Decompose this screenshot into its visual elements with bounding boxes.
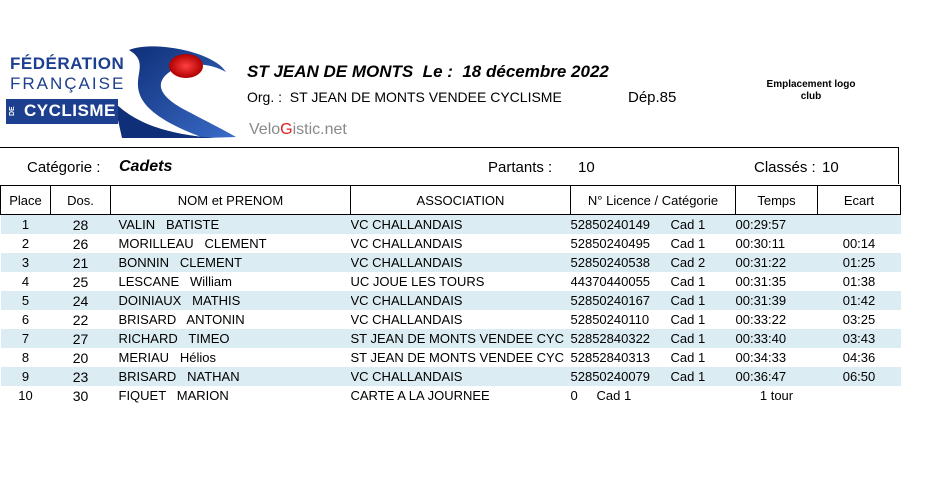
- cell-name: RICHARD TIMEO: [111, 329, 351, 348]
- cell-ecart: 04:36: [842, 350, 876, 365]
- cell-place: 5: [1, 291, 51, 310]
- logo-text-line2: FRANÇAISE: [10, 74, 126, 93]
- table-header-row: [1, 186, 901, 215]
- cell-association: ST JEAN DE MONTS VENDEE CYC: [351, 329, 571, 348]
- licence-number: 52850240149: [570, 217, 651, 232]
- cell-name: FIQUET MARION: [118, 388, 229, 403]
- cell-licence: [571, 386, 736, 405]
- cell-dos: 23: [51, 367, 111, 386]
- licence-number: 0: [570, 388, 578, 403]
- cell-temps: 1 tour: [759, 388, 794, 403]
- cell-dos: 25: [72, 273, 89, 290]
- licence-number: 44370440055: [570, 274, 651, 289]
- cell-name: MORILLEAU CLEMENT: [118, 236, 267, 251]
- cell-ecart: 06:50: [818, 367, 901, 386]
- table-row: [1, 329, 901, 348]
- partants-label: Partants :: [488, 159, 553, 176]
- licence-category: Cad 1: [670, 217, 706, 232]
- table-row: [1, 291, 901, 310]
- organizer: Org. : ST JEAN DE MONTS VENDEE CYCLISME: [247, 89, 562, 105]
- cell-licence: [571, 291, 736, 310]
- header-ecart: Ecart: [818, 186, 901, 215]
- table-row: [1, 215, 901, 235]
- cell-licence: [571, 215, 736, 235]
- table-row: [1, 272, 901, 291]
- licence-category: Cad 2: [670, 255, 706, 270]
- cell-name: DOINIAUX MATHIS: [111, 291, 351, 310]
- cell-dos: 30: [72, 387, 89, 404]
- cell-place: 10: [18, 388, 33, 403]
- cell-ecart: 03:25: [842, 312, 876, 327]
- header-place: Place: [1, 186, 51, 215]
- cell-name: VALIN BATISTE: [111, 215, 351, 235]
- club-logo-placeholder: Emplacement logo club: [766, 79, 856, 102]
- cell-place: 4: [21, 274, 30, 289]
- licence-category: Cad 1: [670, 236, 706, 251]
- cell-temps: 00:34:33: [735, 350, 787, 365]
- table-row: [1, 310, 901, 329]
- cell-ecart: 01:38: [842, 274, 876, 289]
- cell-name: BRISARD ANTONIN: [118, 312, 245, 327]
- licence-number: 52852840313: [570, 350, 651, 365]
- licence-category: Cad 1: [670, 293, 706, 308]
- table-row: [1, 253, 901, 272]
- header-temps: Temps: [736, 186, 818, 215]
- logo-text-de: DE: [9, 106, 16, 117]
- velogistic-brand: [249, 121, 347, 139]
- licence-number: 52850240110: [570, 312, 650, 327]
- cell-place: 9: [1, 367, 51, 386]
- cell-licence: [571, 234, 736, 253]
- results-body: [1, 215, 901, 406]
- cell-dos: 28: [51, 215, 111, 235]
- licence-number: 52850240079: [570, 369, 651, 384]
- velo-text-2: G: [280, 121, 293, 138]
- cell-association: ST JEAN DE MONTS VENDEE CYC: [350, 350, 565, 365]
- cell-association: VC CHALLANDAIS: [351, 291, 571, 310]
- cell-dos: 26: [72, 235, 89, 252]
- cell-ecart: [818, 386, 901, 405]
- licence-category: Cad 1: [670, 350, 706, 365]
- cell-association: VC CHALLANDAIS: [351, 215, 571, 235]
- velo-text-1: Velo: [249, 121, 281, 138]
- cell-ecart: 03:43: [818, 329, 901, 348]
- cell-licence: [571, 329, 736, 348]
- cell-temps: 00:29:57: [736, 215, 818, 235]
- header-dos: Dos.: [51, 186, 111, 215]
- licence-category: Cad 1: [596, 388, 632, 403]
- partants-value: 10: [578, 159, 595, 176]
- licence-category: Cad 1: [670, 274, 706, 289]
- cell-name: LESCANE William: [118, 274, 232, 289]
- header-name: NOM et PRENOM: [111, 186, 351, 215]
- classes-label: Classés :: [754, 159, 816, 176]
- category-label: Catégorie :: [27, 159, 101, 176]
- cell-temps: 00:30:11: [735, 236, 786, 251]
- cell-licence: [571, 367, 736, 386]
- cell-temps: 00:31:35: [735, 274, 787, 289]
- cell-association: VC CHALLANDAIS: [351, 367, 571, 386]
- header-licence: N° Licence / Catégorie: [571, 186, 736, 215]
- cell-ecart: [818, 215, 901, 235]
- cell-association: VC CHALLANDAIS: [350, 236, 463, 251]
- cell-licence: [571, 253, 736, 272]
- cell-name: BONNIN CLEMENT: [111, 253, 351, 272]
- category-value: Cadets: [119, 158, 173, 175]
- department: Dép.85: [628, 89, 677, 106]
- cell-temps: 00:31:22: [736, 253, 818, 272]
- cell-temps: 00:31:39: [736, 291, 818, 310]
- results-table: [0, 185, 901, 405]
- cell-association: UC JOUE LES TOURS: [350, 274, 485, 289]
- cell-name: MERIAU Hélios: [118, 350, 217, 365]
- cell-dos: 20: [72, 349, 89, 366]
- cell-licence: [571, 272, 736, 291]
- cell-association: CARTE A LA JOURNEE: [350, 388, 490, 403]
- cell-temps: 00:33:40: [736, 329, 818, 348]
- cell-place: 6: [21, 312, 30, 327]
- event-title: ST JEAN DE MONTS Le : 18 décembre 2022: [247, 62, 609, 81]
- licence-category: Cad 1: [670, 312, 706, 327]
- cell-licence: [571, 310, 736, 329]
- header-association: ASSOCIATION: [351, 186, 571, 215]
- licence-number: 52850240495: [570, 236, 651, 251]
- cell-place: 8: [21, 350, 30, 365]
- cell-association: VC CHALLANDAIS: [350, 312, 463, 327]
- licence-number: 52850240538: [570, 255, 651, 270]
- cell-name: BRISARD NATHAN: [111, 367, 351, 386]
- licence-number: 52850240167: [570, 293, 651, 308]
- logo-text-line3: CYCLISME: [24, 101, 116, 120]
- table-row: [1, 386, 901, 405]
- cell-place: 7: [1, 329, 51, 348]
- table-row: [1, 367, 901, 386]
- cell-licence: [571, 348, 736, 367]
- cell-place: 1: [1, 215, 51, 235]
- cell-temps: 00:36:47: [736, 367, 818, 386]
- classes-value: 10: [822, 159, 839, 176]
- table-row: [1, 234, 901, 253]
- cell-ecart: 01:42: [818, 291, 901, 310]
- licence-category: Cad 1: [670, 369, 706, 384]
- logo-text-line1: FÉDÉRATION: [10, 54, 125, 73]
- cell-ecart: 00:14: [842, 236, 876, 251]
- table-row: [1, 348, 901, 367]
- cell-association: VC CHALLANDAIS: [351, 253, 571, 272]
- cell-temps: 00:33:22: [735, 312, 787, 327]
- velo-text-3: istic.net: [292, 121, 347, 138]
- cell-dos: 27: [51, 329, 111, 348]
- licence-number: 52852840322: [570, 331, 651, 346]
- cell-place: 3: [1, 253, 51, 272]
- cell-ecart: 01:25: [818, 253, 901, 272]
- cell-dos: 21: [51, 253, 111, 272]
- cell-place: 2: [21, 236, 30, 251]
- licence-category: Cad 1: [670, 331, 706, 346]
- cell-dos: 22: [72, 311, 89, 328]
- cell-dos: 24: [51, 291, 111, 310]
